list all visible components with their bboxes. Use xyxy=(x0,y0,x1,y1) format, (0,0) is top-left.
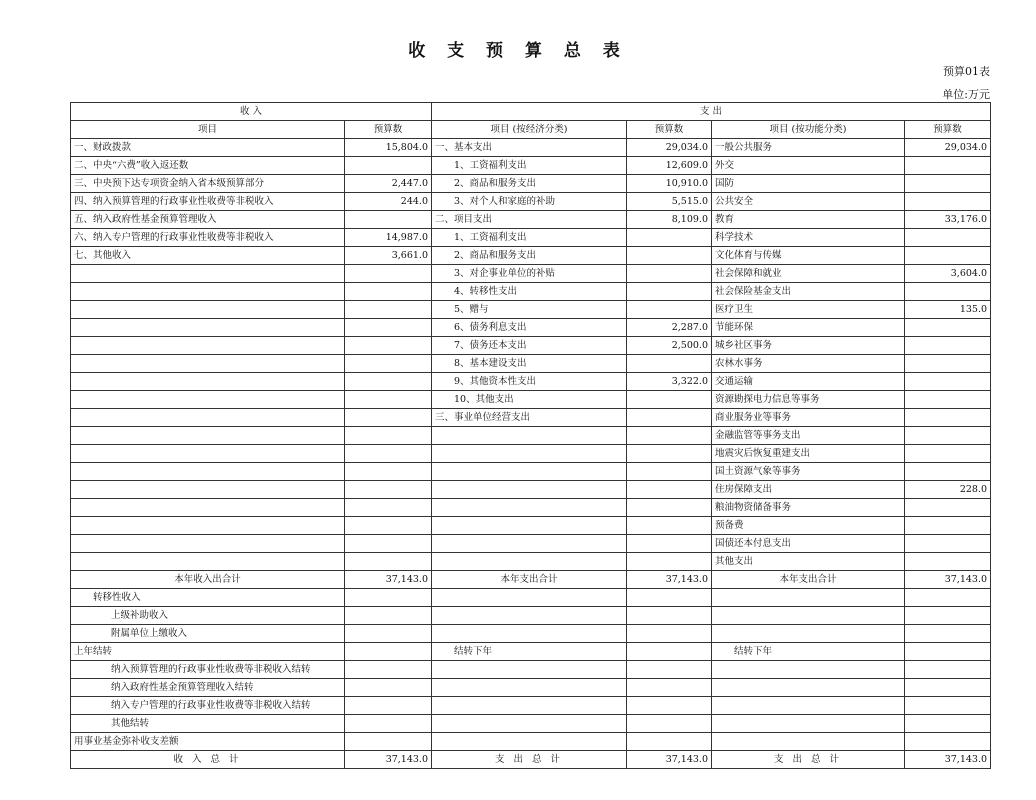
income-item-cell: 一、财政拨款 xyxy=(71,139,345,157)
income-value-cell xyxy=(345,391,432,409)
econ-item-cell: 2、商品和服务支出 xyxy=(432,175,627,193)
econ-value-cell xyxy=(627,409,712,427)
func-value-cell xyxy=(905,463,991,481)
func-item-cell: 外交 xyxy=(712,157,905,175)
func-carry-cell: 结转下年 xyxy=(712,643,905,661)
func-value-cell xyxy=(905,355,991,373)
func-carry-value-cell xyxy=(905,697,991,715)
extra-income-item-cell: 纳入政府性基金预算管理收入结转 xyxy=(71,679,345,697)
table-row xyxy=(71,481,991,499)
func-value-cell xyxy=(905,247,991,265)
econ-carry-value-cell xyxy=(627,679,712,697)
income-item-cell xyxy=(71,319,345,337)
func-value-cell xyxy=(905,445,991,463)
func-item-cell: 住房保障支出 xyxy=(712,481,905,499)
table-row xyxy=(71,175,991,193)
income-value-cell: 244.0 xyxy=(345,193,432,211)
func-carry-value-cell xyxy=(905,679,991,697)
econ-value-cell: 12,609.0 xyxy=(627,157,712,175)
table-row xyxy=(71,301,991,319)
func-value-cell: 135.0 xyxy=(905,301,991,319)
econ-value-cell: 10,910.0 xyxy=(627,175,712,193)
table-row xyxy=(71,139,991,157)
income-item-cell: 五、纳入政府性基金预算管理收入 xyxy=(71,211,345,229)
econ-carry-value-cell xyxy=(627,589,712,607)
extra-income-value-cell xyxy=(345,661,432,679)
func-item-cell: 教育 xyxy=(712,211,905,229)
econ-carry-cell xyxy=(432,625,627,643)
income-value-cell xyxy=(345,481,432,499)
econ-carry-cell xyxy=(432,661,627,679)
annual-econ-total-label: 本年支出合计 xyxy=(432,571,627,589)
grand-func-total-value: 37,143.0 xyxy=(905,751,991,769)
income-value-cell xyxy=(345,319,432,337)
func-value-cell xyxy=(905,517,991,535)
annual-econ-total-value: 37,143.0 xyxy=(627,571,712,589)
annual-income-total-label: 本年收入出合计 xyxy=(71,571,345,589)
econ-item-cell: 3、对企事业单位的补贴 xyxy=(432,265,627,283)
income-item-cell xyxy=(71,391,345,409)
func-value-cell xyxy=(905,499,991,517)
func-item-header: 项目 (按功能分类) xyxy=(712,121,905,139)
income-item-cell xyxy=(71,301,345,319)
grand-func-total-label: 支 出 总 计 xyxy=(712,751,905,769)
extra-income-item-cell: 纳入专户管理的行政事业性收费等非税收入结转 xyxy=(71,697,345,715)
income-value-cell xyxy=(345,265,432,283)
income-item-cell xyxy=(71,481,345,499)
income-value-cell xyxy=(345,463,432,481)
table-row xyxy=(71,211,991,229)
income-section-header: 收 入 xyxy=(71,103,432,121)
func-carry-cell xyxy=(712,589,905,607)
func-carry-cell xyxy=(712,607,905,625)
table-row xyxy=(71,373,991,391)
func-value-cell xyxy=(905,553,991,571)
table-row xyxy=(71,247,991,265)
func-item-cell: 粮油物资储备事务 xyxy=(712,499,905,517)
income-value-cell xyxy=(345,301,432,319)
income-value-cell xyxy=(345,355,432,373)
econ-carry-cell xyxy=(432,679,627,697)
func-item-cell: 公共安全 xyxy=(712,193,905,211)
extra-income-row xyxy=(71,679,991,697)
func-item-cell: 科学技术 xyxy=(712,229,905,247)
table-row xyxy=(71,409,991,427)
func-item-cell: 社会保障和就业 xyxy=(712,265,905,283)
grand-income-total-value: 37,143.0 xyxy=(345,751,432,769)
func-carry-value-cell xyxy=(905,589,991,607)
income-item-cell xyxy=(71,283,345,301)
extra-income-row xyxy=(71,625,991,643)
income-value-cell xyxy=(345,373,432,391)
extra-income-item-cell: 纳入预算管理的行政事业性收费等非税收入结转 xyxy=(71,661,345,679)
func-item-cell: 交通运输 xyxy=(712,373,905,391)
table-row xyxy=(71,265,991,283)
econ-item-cell: 三、事业单位经营支出 xyxy=(432,409,627,427)
income-item-cell xyxy=(71,553,345,571)
econ-value-cell xyxy=(627,265,712,283)
extra-income-row xyxy=(71,661,991,679)
extra-income-row xyxy=(71,589,991,607)
econ-item-cell: 8、基本建设支出 xyxy=(432,355,627,373)
func-carry-cell xyxy=(712,625,905,643)
table-row xyxy=(71,553,991,571)
income-value-cell xyxy=(345,283,432,301)
econ-carry-value-cell xyxy=(627,643,712,661)
func-value-cell xyxy=(905,409,991,427)
income-item-cell: 三、中央预下达专项资金纳入省本级预算部分 xyxy=(71,175,345,193)
header-row-sections xyxy=(71,103,991,121)
table-row xyxy=(71,283,991,301)
econ-value-cell: 3,322.0 xyxy=(627,373,712,391)
extra-income-item-cell: 上年结转 xyxy=(71,643,345,661)
func-item-cell: 城乡社区事务 xyxy=(712,337,905,355)
income-value-cell: 15,804.0 xyxy=(345,139,432,157)
func-item-cell: 农林水事务 xyxy=(712,355,905,373)
econ-carry-value-cell xyxy=(627,733,712,751)
budget-summary-table xyxy=(70,102,991,769)
econ-value-cell xyxy=(627,229,712,247)
table-row xyxy=(71,229,991,247)
econ-carry-cell xyxy=(432,715,627,733)
func-value-cell: 228.0 xyxy=(905,481,991,499)
income-value-cell xyxy=(345,535,432,553)
grand-total-row xyxy=(71,751,991,769)
extra-income-value-cell xyxy=(345,607,432,625)
func-item-cell: 医疗卫生 xyxy=(712,301,905,319)
extra-income-row xyxy=(71,733,991,751)
econ-item-cell: 1、工资福利支出 xyxy=(432,157,627,175)
income-value-cell xyxy=(345,157,432,175)
econ-item-cell xyxy=(432,553,627,571)
income-item-cell: 二、中央“六费”收入返还数 xyxy=(71,157,345,175)
econ-value-cell xyxy=(627,481,712,499)
table-row xyxy=(71,337,991,355)
income-item-cell xyxy=(71,337,345,355)
page-title: 收 支 预 算 总 表 xyxy=(408,41,628,61)
income-value-cell xyxy=(345,211,432,229)
income-value-cell xyxy=(345,409,432,427)
extra-income-value-cell xyxy=(345,733,432,751)
econ-value-cell xyxy=(627,535,712,553)
func-value-cell xyxy=(905,193,991,211)
func-item-cell: 预备费 xyxy=(712,517,905,535)
extra-income-value-cell xyxy=(345,715,432,733)
func-item-cell: 文化体育与传媒 xyxy=(712,247,905,265)
annual-func-total-value: 37,143.0 xyxy=(905,571,991,589)
func-item-cell: 国防 xyxy=(712,175,905,193)
econ-item-cell: 7、债务还本支出 xyxy=(432,337,627,355)
econ-value-cell xyxy=(627,517,712,535)
func-value-cell xyxy=(905,157,991,175)
income-item-cell: 四、纳入预算管理的行政事业性收费等非税收入 xyxy=(71,193,345,211)
econ-value-cell: 29,034.0 xyxy=(627,139,712,157)
econ-item-cell: 10、其他支出 xyxy=(432,391,627,409)
econ-carry-value-cell xyxy=(627,661,712,679)
func-value-cell xyxy=(905,427,991,445)
func-value-cell xyxy=(905,319,991,337)
econ-item-header: 项目 (按经济分类) xyxy=(432,121,627,139)
econ-carry-cell: 结转下年 xyxy=(432,643,627,661)
econ-value-cell xyxy=(627,553,712,571)
econ-item-cell xyxy=(432,535,627,553)
econ-item-cell xyxy=(432,499,627,517)
func-value-cell xyxy=(905,283,991,301)
income-item-cell xyxy=(71,535,345,553)
econ-item-cell xyxy=(432,463,627,481)
econ-carry-value-cell xyxy=(627,625,712,643)
form-number: 预算01表 xyxy=(943,65,990,78)
func-carry-value-cell xyxy=(905,733,991,751)
grand-econ-total-label: 支 出 总 计 xyxy=(432,751,627,769)
income-item-cell xyxy=(71,499,345,517)
func-item-cell: 金融监管等事务支出 xyxy=(712,427,905,445)
func-carry-value-cell xyxy=(905,607,991,625)
income-item-cell: 六、纳入专户管理的行政事业性收费等非税收入 xyxy=(71,229,345,247)
table-row xyxy=(71,517,991,535)
extra-income-value-cell xyxy=(345,625,432,643)
func-value-cell xyxy=(905,229,991,247)
econ-carry-cell xyxy=(432,607,627,625)
extra-income-item-cell: 附属单位上缴收入 xyxy=(71,625,345,643)
func-item-cell: 资源勘探电力信息等事务 xyxy=(712,391,905,409)
econ-item-cell xyxy=(432,427,627,445)
income-item-cell xyxy=(71,373,345,391)
econ-value-cell: 2,500.0 xyxy=(627,337,712,355)
income-value-cell xyxy=(345,499,432,517)
table-row xyxy=(71,445,991,463)
extra-income-item-cell: 其他结转 xyxy=(71,715,345,733)
income-item-cell xyxy=(71,517,345,535)
table-row xyxy=(71,463,991,481)
econ-item-cell: 5、赠与 xyxy=(432,301,627,319)
func-carry-value-cell xyxy=(905,661,991,679)
income-value-cell: 2,447.0 xyxy=(345,175,432,193)
func-budget-header: 预算数 xyxy=(905,121,991,139)
econ-item-cell: 9、其他资本性支出 xyxy=(432,373,627,391)
econ-item-cell xyxy=(432,517,627,535)
extra-income-row xyxy=(71,643,991,661)
econ-value-cell xyxy=(627,427,712,445)
income-value-cell: 3,661.0 xyxy=(345,247,432,265)
func-carry-cell xyxy=(712,661,905,679)
income-value-cell: 14,987.0 xyxy=(345,229,432,247)
grand-income-total-label: 收 入 总 计 xyxy=(71,751,345,769)
func-item-cell: 一般公共服务 xyxy=(712,139,905,157)
extra-income-value-cell xyxy=(345,589,432,607)
econ-item-cell: 二、项目支出 xyxy=(432,211,627,229)
unit-label: 单位:万元 xyxy=(942,88,990,101)
annual-total-row xyxy=(71,571,991,589)
econ-value-cell xyxy=(627,247,712,265)
econ-value-cell: 8,109.0 xyxy=(627,211,712,229)
income-budget-header: 预算数 xyxy=(345,121,432,139)
econ-item-cell xyxy=(432,445,627,463)
econ-carry-value-cell xyxy=(627,697,712,715)
income-item-cell xyxy=(71,355,345,373)
income-item-cell xyxy=(71,463,345,481)
income-item-cell xyxy=(71,409,345,427)
table-body xyxy=(71,103,991,769)
func-value-cell: 29,034.0 xyxy=(905,139,991,157)
extra-income-value-cell xyxy=(345,679,432,697)
func-item-cell: 地震灾后恢复重建支出 xyxy=(712,445,905,463)
econ-value-cell xyxy=(627,391,712,409)
extra-income-item-cell: 转移性收入 xyxy=(71,589,345,607)
func-item-cell: 国债还本付息支出 xyxy=(712,535,905,553)
func-value-cell xyxy=(905,373,991,391)
func-carry-cell xyxy=(712,715,905,733)
extra-income-item-cell: 用事业基金弥补收支差额 xyxy=(71,733,345,751)
func-carry-cell xyxy=(712,733,905,751)
table-row xyxy=(71,193,991,211)
func-value-cell xyxy=(905,535,991,553)
table-row xyxy=(71,355,991,373)
annual-func-total-label: 本年支出合计 xyxy=(712,571,905,589)
func-carry-value-cell xyxy=(905,625,991,643)
income-value-cell xyxy=(345,517,432,535)
econ-item-cell: 3、对个人和家庭的补助 xyxy=(432,193,627,211)
econ-carry-cell xyxy=(432,589,627,607)
income-item-cell xyxy=(71,265,345,283)
func-carry-value-cell xyxy=(905,715,991,733)
econ-value-cell: 2,287.0 xyxy=(627,319,712,337)
table-row xyxy=(71,499,991,517)
func-value-cell xyxy=(905,391,991,409)
extra-income-value-cell xyxy=(345,643,432,661)
econ-item-cell xyxy=(432,481,627,499)
func-carry-cell xyxy=(712,679,905,697)
income-item-cell xyxy=(71,427,345,445)
table-row xyxy=(71,427,991,445)
econ-item-cell: 一、基本支出 xyxy=(432,139,627,157)
func-value-cell xyxy=(905,337,991,355)
table-row xyxy=(71,535,991,553)
econ-value-cell xyxy=(627,301,712,319)
func-item-cell: 国土资源气象等事务 xyxy=(712,463,905,481)
func-item-cell: 商业服务业等事务 xyxy=(712,409,905,427)
econ-carry-value-cell xyxy=(627,607,712,625)
income-value-cell xyxy=(345,553,432,571)
table-row xyxy=(71,391,991,409)
econ-item-cell: 6、债务利息支出 xyxy=(432,319,627,337)
econ-value-cell xyxy=(627,445,712,463)
econ-budget-header: 预算数 xyxy=(627,121,712,139)
table-row xyxy=(71,157,991,175)
grand-econ-total-value: 37,143.0 xyxy=(627,751,712,769)
annual-income-total-value: 37,143.0 xyxy=(345,571,432,589)
income-value-cell xyxy=(345,427,432,445)
func-value-cell xyxy=(905,175,991,193)
econ-value-cell xyxy=(627,499,712,517)
income-value-cell xyxy=(345,337,432,355)
expense-section-header: 支 出 xyxy=(432,103,991,121)
func-item-cell: 节能环保 xyxy=(712,319,905,337)
func-value-cell: 3,604.0 xyxy=(905,265,991,283)
table-row xyxy=(71,319,991,337)
econ-carry-value-cell xyxy=(627,715,712,733)
econ-value-cell xyxy=(627,463,712,481)
econ-carry-cell xyxy=(432,697,627,715)
income-item-header: 项目 xyxy=(71,121,345,139)
extra-income-item-cell: 上级补助收入 xyxy=(71,607,345,625)
econ-item-cell: 1、工资福利支出 xyxy=(432,229,627,247)
econ-value-cell xyxy=(627,283,712,301)
extra-income-row xyxy=(71,715,991,733)
header-row-columns xyxy=(71,121,991,139)
income-item-cell: 七、其他收入 xyxy=(71,247,345,265)
econ-value-cell xyxy=(627,355,712,373)
func-carry-cell xyxy=(712,697,905,715)
econ-value-cell: 5,515.0 xyxy=(627,193,712,211)
func-item-cell: 其他支出 xyxy=(712,553,905,571)
extra-income-row xyxy=(71,697,991,715)
extra-income-value-cell xyxy=(345,697,432,715)
func-item-cell: 社会保险基金支出 xyxy=(712,283,905,301)
econ-carry-cell xyxy=(432,733,627,751)
func-carry-value-cell xyxy=(905,643,991,661)
extra-income-row xyxy=(71,607,991,625)
econ-item-cell: 2、商品和服务支出 xyxy=(432,247,627,265)
income-value-cell xyxy=(345,445,432,463)
econ-item-cell: 4、转移性支出 xyxy=(432,283,627,301)
income-item-cell xyxy=(71,445,345,463)
func-value-cell: 33,176.0 xyxy=(905,211,991,229)
